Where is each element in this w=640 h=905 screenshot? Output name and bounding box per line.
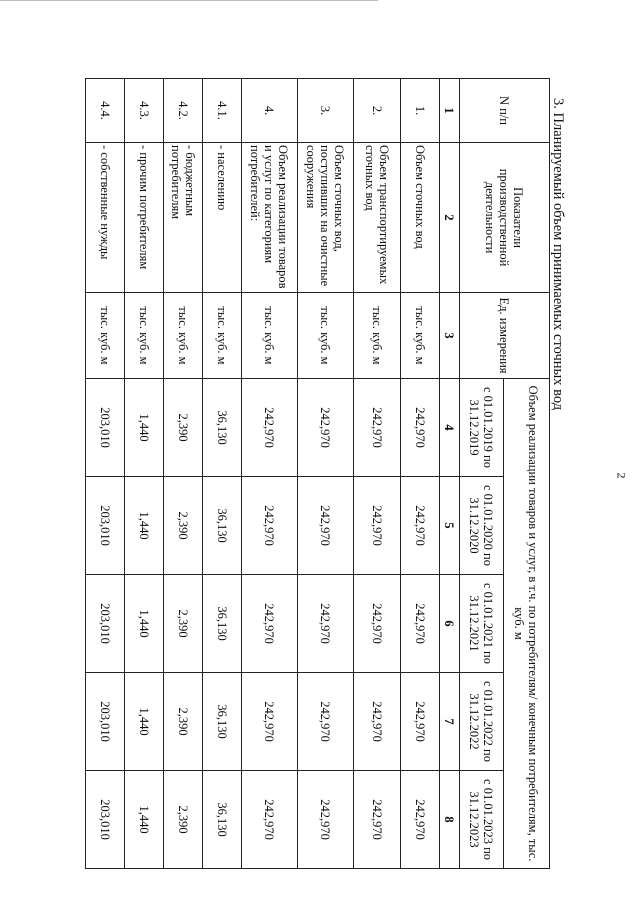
row-value: 36,130 <box>203 575 242 673</box>
row-name: Объем сточных вод, поступивших на очистные сооружения <box>298 143 354 293</box>
row-value: 242,970 <box>401 673 440 771</box>
index-cell: 5 <box>440 477 460 575</box>
header-period: с 01.01.2019 по 31.12.2019 <box>460 379 504 477</box>
row-value: 1,440 <box>125 771 164 869</box>
row-unit: тыс. куб. м <box>298 293 354 379</box>
row-no: 4.3. <box>125 79 164 143</box>
row-value: 242,970 <box>242 379 298 477</box>
row-value: 1,440 <box>125 379 164 477</box>
row-unit: тыс. куб. м <box>203 293 242 379</box>
header-period: с 01.01.2021 по 31.12.2021 <box>460 575 504 673</box>
header-period: с 01.01.2022 по 31.12.2022 <box>460 673 504 771</box>
row-value: 242,970 <box>354 771 401 869</box>
row-value: 203,010 <box>86 379 125 477</box>
row-value: 1,440 <box>125 477 164 575</box>
index-cell: 3 <box>440 293 460 379</box>
row-value: 242,970 <box>354 477 401 575</box>
row-value: 242,970 <box>298 673 354 771</box>
row-value: 242,970 <box>354 575 401 673</box>
header-group: Объем реализации товаров и услуг, в т.ч. по потребителям/ конечным потребителям, тыс. куб. м <box>504 379 550 869</box>
row-no: 4.4. <box>86 79 125 143</box>
row-value: 242,970 <box>354 673 401 771</box>
header-unit: Ед. измерения <box>460 293 550 379</box>
row-value: 36,130 <box>203 771 242 869</box>
row-value: 36,130 <box>203 477 242 575</box>
table-row <box>242 79 298 869</box>
row-value: 203,010 <box>86 477 125 575</box>
row-value: 2,390 <box>164 771 203 869</box>
row-unit: тыс. куб. м <box>125 293 164 379</box>
row-unit: тыс. куб. м <box>164 293 203 379</box>
row-name: - бюджетным потребителям <box>164 143 203 293</box>
header-no: N п/п <box>460 79 550 143</box>
row-value: 242,970 <box>242 771 298 869</box>
row-value: 242,970 <box>354 379 401 477</box>
row-value: 242,970 <box>242 673 298 771</box>
row-name: Объем реализации товаров и услуг по категориям потребителей: <box>242 143 298 293</box>
row-name: - собственные нужды <box>86 143 125 293</box>
row-value: 242,970 <box>242 477 298 575</box>
row-no: 4. <box>242 79 298 143</box>
rotated-table-container <box>98 78 550 868</box>
row-value: 203,010 <box>86 771 125 869</box>
row-value: 242,970 <box>298 379 354 477</box>
row-value: 1,440 <box>125 673 164 771</box>
row-unit: тыс. куб. м <box>401 293 440 379</box>
row-value: 242,970 <box>401 379 440 477</box>
row-no: 4.2. <box>164 79 203 143</box>
index-cell: 8 <box>440 771 460 869</box>
row-value: 242,970 <box>242 575 298 673</box>
row-value: 36,130 <box>203 673 242 771</box>
table-row <box>354 79 401 869</box>
row-value: 2,390 <box>164 477 203 575</box>
row-no: 1. <box>401 79 440 143</box>
row-value: 242,970 <box>401 771 440 869</box>
header-period: с 01.01.2023 по 31.12.2023 <box>460 771 504 869</box>
row-name: - населению <box>203 143 242 293</box>
row-name: Объем транспортируемых сточных вод <box>354 143 401 293</box>
index-cell: 1 <box>440 79 460 143</box>
row-value: 203,010 <box>86 575 125 673</box>
row-value: 2,390 <box>164 673 203 771</box>
row-value: 242,970 <box>401 575 440 673</box>
row-value: 242,970 <box>298 575 354 673</box>
row-value: 203,010 <box>86 673 125 771</box>
row-name: Объем сточных вод <box>401 143 440 293</box>
row-value: 242,970 <box>298 771 354 869</box>
row-no: 4.1. <box>203 79 242 143</box>
table-row <box>203 79 242 869</box>
index-cell: 6 <box>440 575 460 673</box>
row-unit: тыс. куб. м <box>242 293 298 379</box>
index-cell: 4 <box>440 379 460 477</box>
scan-top-line <box>0 0 378 1</box>
header-indicator: Показатели производственной деятельности <box>460 143 550 293</box>
row-value: 1,440 <box>125 575 164 673</box>
row-value: 2,390 <box>164 575 203 673</box>
row-unit: тыс. куб. м <box>354 293 401 379</box>
index-cell: 7 <box>440 673 460 771</box>
row-unit: тыс. куб. м <box>86 293 125 379</box>
page-number: 2 <box>614 472 629 479</box>
index-cell: 2 <box>440 143 460 293</box>
table-row <box>164 79 203 869</box>
row-name: - прочим потребителям <box>125 143 164 293</box>
header-period: с 01.01.2020 по 31.12.2020 <box>460 477 504 575</box>
table-row <box>86 79 125 869</box>
table-row <box>125 79 164 869</box>
wastewater-volume-table <box>85 78 550 869</box>
table-row <box>401 79 440 869</box>
table-row <box>298 79 354 869</box>
row-value: 242,970 <box>298 477 354 575</box>
row-value: 36,130 <box>203 379 242 477</box>
row-value: 242,970 <box>401 477 440 575</box>
row-no: 3. <box>298 79 354 143</box>
section-title: 3. Планируемый объем принимаемых сточных вод <box>550 98 566 411</box>
row-no: 2. <box>354 79 401 143</box>
row-value: 2,390 <box>164 379 203 477</box>
